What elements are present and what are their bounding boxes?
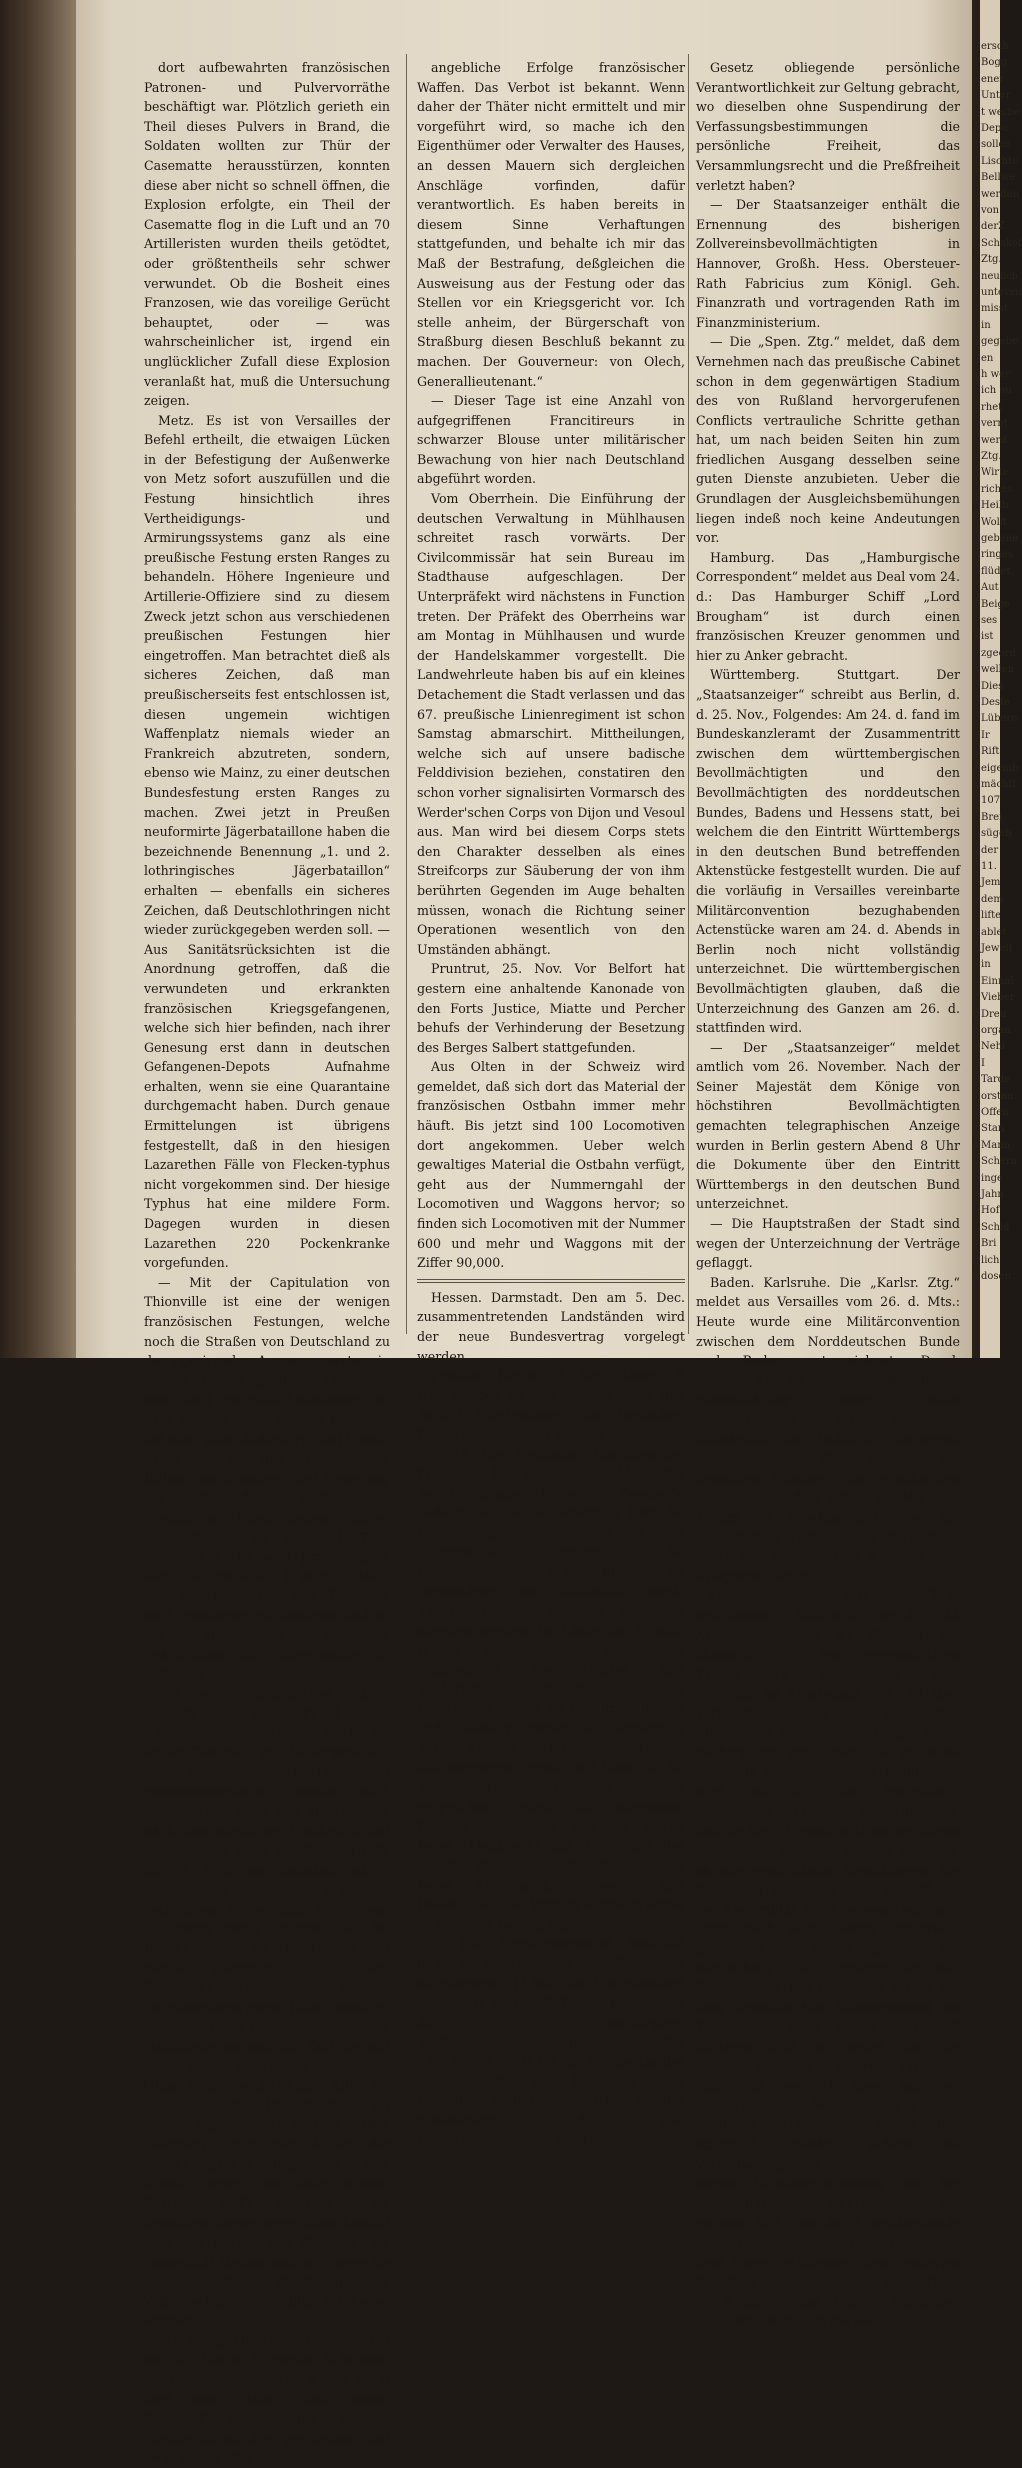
margin-fragment: 11. (981, 861, 997, 872)
margin-fragment: Bri (981, 1238, 997, 1250)
paragraph: Von der luxemburgischen Gränze schreibt man dem „Fr. J.“: Die französischen Deserteure, die in der ersten Zeit nach der Uebergabe von Metz schaarenweise in Luxemburg zusammenströmten, werden noch immerwährend von dort über Belgien nach dem nördlichen Frankreich und insbesondere nach der Festung Lille dirigirt. Dicht am Bahnhofe ist in einer von einem Franzosen betriebenen Restauration ein Bureau in optima forma eröffnet, wo die Durchbrenner mit Geld und mit Pässen ausgerüstet und nach Frankreich zurückgeschickt werden, um neuerdings gegen Deutschland zu kämpfen. Noch fortwährend kommen Nachzügler an und die Zahl der auf diese Weise beförderten Gemeinen, Unteroffiziere und Offiziere aller Art kann man ohne Uebertreibung auf 2000 angeben. Und dies Alles geschieht unter den Augen der luxemburgischen Regierung, man könnte sagen, mit ihrer offenen Zustimmung. Es fragt sich, ob die deutschen Regierungen diese Ansicht über die Rechte und Pflichten der Neutralität theilen und wie lange sie einer solchen Verletzung des Völkerrechts noch müßig zuschauen werden. (144, 1686, 390, 2329)
margin-fragment: 107 (981, 795, 1001, 807)
margin-fragment: Nehi (981, 1041, 1006, 1053)
paragraph: dort aufbewahrten französischen Patronen- und Pulvervorräthe beschäftigt war. Plötzlich gerieth ein Theil dieses Pulvers in Brand, die Soldaten wollten zur Thür der Casematte herausstürzen, konnten diese aber nicht so schnell öffnen, die Explosion erfolgte, ein Theil der Casematte flog in die Luft und an 70 Artilleristen wurden theils getödtet, oder größtentheils sehr schwer verwundet. Ob die Bosheit eines Franzosen, wie das voreilige Gerücht behauptet, oder — was wahrscheinlicher ist, irgend ein unglücklicher Zufall diese Explosion veranlaßt hat, muß die Untersuchung zeigen. (144, 60, 390, 409)
margin-fragment: en (981, 352, 994, 364)
margin-fragment: I (981, 1057, 985, 1069)
paragraph: — Die „Spen. Ztg.“ meldet, daß dem Vernehmen nach das preußische Cabinet schon in dem gegenwärtigen Stadium des von Rußland hervorgerufenen Conflicts vertrauliche Schritte gethan hat, um nach beiden Seiten hin zum friedlichen Ausgang desselben seine guten Dienste anzubieten. Ueber die Grundlagen der Ausgleichsbemühungen liegen indeß noch keine Andeutungen vor. (696, 334, 960, 546)
margin-fragment: Schakof (981, 237, 1022, 249)
margin-fragment: in (981, 959, 991, 971)
paragraph: Preußen. Berlin, 25. Nov., Abends 9 Uhr. Soeben ist der Vertrag über den Beitritt Württembergs zum Deutschen Bunde unterzeichnet worden. (417, 1368, 685, 1442)
margin-fragment: ich au (981, 385, 1012, 397)
margin-fragment: Lischte (981, 155, 1018, 167)
margin-fragment: h wer (981, 369, 1010, 380)
margin-fragment: organ (981, 1025, 1011, 1036)
margin-fragment: Aut (981, 582, 999, 594)
margin-fragment: Tarde (981, 1074, 1010, 1086)
margin-fragment: lich (981, 1254, 1000, 1266)
section-divider (417, 1279, 685, 1283)
margin-fragment: ist (981, 631, 994, 643)
column-left (144, 58, 390, 2466)
margin-fragment: ses (981, 615, 998, 626)
margin-fragment: sügeb (981, 828, 1012, 840)
paragraph: Gesetz obliegende persönliche Verantwortlichkeit zur Geltung gebracht, wo dieselben ohne Suspendirung der Verfassungsbestimmungen die persönliche Freiheit, das Versammlungsrecht und die Preßfreiheit verletzt haben? (696, 60, 960, 193)
margin-fragment: Wollt (981, 516, 1008, 528)
margin-fragment: von (981, 205, 1000, 216)
margin-fragment: ersch (981, 41, 1009, 52)
paragraph: — Der „Staatsanzeiger“ meldet amtlich vom 26. November. Nach der Seiner Majestät dem Könige von höchstihren Bevollmächtigten gemachten telegraphischen Anzeige wurden in Berlin gestern Abend 8 Uhr die Dokumente über den Eintritt Württembergs in den deutschen Bund unterzeichnet. (696, 1039, 960, 1212)
margin-fragment: dem (981, 893, 1003, 905)
next-page-edge (980, 0, 1022, 1358)
paragraph: — Die Fortschrittspartei beschloß folgende Interpellation im Reichstage einzubringen: 1) War der Kriegszustand proclamirt und wo? Waren gleichzeitig die einschlägigen Verfassungsbestimmungen suspendirt oder nicht? — 2) Ist der Bundeskanzler bereit, darüber dem Reichstag sofort Bericht zu erstatten? — 3) Wie hat der Bundeskanzler die den Militärbefehlshabern nach dem (417, 1936, 685, 2148)
margin-fragment: Schern (981, 1156, 1018, 1168)
paragraph: Pruntrut, 25. Nov. Vor Belfort hat gestern eine anhaltende Kanonade von den Forts Justice, Miatte und Percher behufs der Verhinderung der Besetzung des Berges Salbert stattgefunden. (417, 961, 685, 1055)
paragraph: Württemberg. Stuttgart. Der „Staatsanzeiger“ schreibt aus Berlin, d. d. 25. Nov., Folgendes: Am 24. d. fand im Bundeskanzleramt der Zusammentritt zwischen dem württembergischen Bevollmächtigten und den Bevollmächtigten des norddeutschen Bundes, Badens und Hessens statt, bei welchem die den Eintritt Württembergs in den deutschen Bund betreffenden Aktenstücke festgestellt wurden. Die auf die vorläufig in Versailles vereinbarte Militärconvention bezughabenden Actenstücke waren am 24. d. Abends in Berlin noch nicht vollständig unterzeichnet. Die württembergischen Bevollmächtigten glauben, daß die Unterzeichnung des Ganzen am 26. d. stattfinden wird. (696, 667, 960, 1036)
paragraph: — Mit der Capitulation von Thionville ist eine der wenigen französischen Festungen, welche noch die Straßen von Deutschland zu den operirenden Armeen sperrten, in unsere Hände gefallen. Thionville, eine Stadt von 9000 Einwohnern, ist nach Vauban'schem System befestigt, hat aber keine Außenforts und konnte daher den von den naheliegenden Höhen von Griesberg und Bewerang aus feuernden weittragenden preußischen Belagerungsgeschützen nicht länger als kaum 4 Tage widerstehen. Es wird jetzt möglich sein, die Straße von Trier nach Metz und die Eisenbahn von Thionville nach Puttlingen zu benützen und so die überbürdete Eisenbahn Saarbrücken-Metz einigermaßen zu entlasten. (144, 1274, 390, 1682)
margin-fragment: Deste (981, 697, 1011, 708)
margin-fragment: Lübern (981, 713, 1018, 725)
margin-fragment: Rift (981, 746, 1000, 758)
margin-fragment: Jem (981, 877, 1001, 889)
paragraph: Vom Oberrhein. Die Einführung der deutschen Verwaltung in Mühlhausen schreitet rasch vorwärts. Der Civilcommissär hat sein Bureau im Stadthause aufgeschlagen. Der Unterpräfekt wird nächstens in Function treten. Der Präfekt des Oberrheins war am Montag in Mühlhausen und wurde der Handelskammer vorgestellt. Die Landwehrleute haben bis auf ein kleines Detachement die Stadt verlassen und das 67. preußische Linienregiment ist schon Samstag abmarschirt. Mittheilungen, welche sich auf unsere badische Felddivision beziehen, constatiren den schon vorher signalisirten Vormarsch des Werder'schen Corps von Dijon und Vesoul aus. Man wird bei diesem Corps stets den Charakter desselben als eines Streifcorps zur Säuberung der von ihm berührten Gegenden im Auge behalten müssen, wonach die Richtung seiner Operationen wesentlich von den Umständen abhängt. (417, 491, 685, 957)
margin-fragment: der (981, 844, 999, 856)
margin-fragment: Wirte (981, 467, 1010, 479)
margin-fragment: Offen (981, 1107, 1009, 1118)
margin-fragment: sollen (981, 139, 1011, 151)
margin-fragment: Dies (981, 680, 1004, 692)
paragraph: Metz. Es ist von Versailles der Befehl ertheilt, die etwaigen Lücken in der Befestigung der Außenwerke von Metz sofort auszufüllen und die Festung hinsichtlich ihres Vertheidigungs- und Armirungssystems ganz als eine preußische Festung ersten Ranges zu behandeln. Höhere Ingenieure und Artillerie-Offiziere sind zu diesem Zweck jetzt schon aus verschiedenen preußischen Festungen hier eingetroffen. Man betrachtet dieß als sicheres Zeichen, daß man preußischerseits fest entschlossen ist, diesen ungemein wichtigen Waffenplatz niemals wieder an Frankreich abzutreten, sondern, ebenso wie Mainz, zu einer deutschen Bundesfestung ersten Ranges zu machen. Zwei jetzt in Preußen neuformirte Jägerbataillone haben die bezeichnende Benennung „1. und 2. lothringisches Jägerbataillon“ erhalten — ebenfalls ein sicheres Zeichen, daß Deutschlothringen nicht wieder zurückgegeben werden soll. — Aus Sanitätsrücksichten ist die Anordnung getroffen, daß die verwundeten und erkrankten französischen Kriegsgefangenen, welche sich hier befinden, nach ihrer Genesung erst dann in deutschen Gefangenen-Depots Aufnahme erhalten, wenn sie eine Quarantaine durchgemacht haben. Durch genaue Ermittelungen ist übrigens festgestellt, daß in den hiesigen Lazarethen Fälle von Flecken-typhus nicht vorgekommen sind. Der hiesige Typhus hat eine mildere Form. Dagegen wurden in diesen Lazarethen 220 Pockenkranke vorgefunden. (144, 412, 390, 1271)
margin-fragment: gegebe (981, 336, 1018, 348)
paragraph: Hessen. Darmstadt. Den am 5. Dec. zusammentretenden Landständen wird der neue Bundesvertrag vorgelegt werden. (417, 1289, 685, 1364)
margin-fragment: inge (981, 1172, 1003, 1184)
margin-fragment: ringes (981, 549, 1013, 561)
paragraph: — Der Staatsanzeiger enthält die Ernennung des bisherigen Zollvereinsbevollmächtigten in Hannover, Großh. Hess. Obersteuer-Rath Fabricius zum Königl. Geh. Finanzrath und vortragenden Rath im Finanzministerium. (696, 197, 960, 330)
margin-fragment: Hof (981, 1205, 1000, 1217)
margin-fragment: Mann (981, 1139, 1011, 1151)
margin-fragment: Jahn (981, 1189, 1004, 1200)
margin-fragment: lifte (981, 910, 1002, 922)
paragraph: — 26. Nov. Reichstag. Nachdem der Präsident der verstorbenen Mitglieder des Reichstages, besonders Twesten's, gedacht, wurde die Berathung über die Creditvorlage aufgenommen. Minister Camphausen erklärte, die Rechenschaftsablegung über die Verwendung der Geldmittel werde umfassend dem nächsten Reichstag abgelegt werden. Im Laufe der Debatte sprach Bebel unter energischem Widerspruch des Hauses und wiederholtem Einschreiten des Präsidenten gegen die Creditbewilligung und überhaupt gegen die Fortsetzung des Krieges. Nachdem Lasker, Reichensperger, Braun und Löwe für die Anleihe, Liebknecht gegen dieselbe gesprochen, wurde die allgemeine Debatte geschlossen und der Antrag Bebel, Liebknecht auf Ablehnung der Anleihe abgelehnt; dafür stimmten nur Bebel, Liebknecht, Schweizer und Hasenclever. Die Vorlage wurde in erster und zweiter Lesung angenommen. (417, 1446, 685, 1932)
margin-fragment: misst (981, 303, 1008, 315)
margin-fragment: in (981, 319, 991, 331)
book-binding (0, 0, 76, 1358)
margin-fragment: wellen (981, 664, 1015, 676)
paragraph: — Die Hauptstraßen der Stadt sind wegen der Unterzeichnung der Verträge geflaggt. (696, 1216, 960, 1271)
paragraph: — Dieser Tage ist eine Anzahl von aufgegriffenen Francitireurs in schwarzer Blouse unter militärischer Bewachung von hier nach Deutschland abgeführt worden. (417, 393, 685, 487)
margin-fragment: Brei (981, 811, 1003, 823)
margin-fragment: werden (981, 188, 1020, 200)
margin-fragment: eigemb (981, 762, 1019, 774)
column-right (696, 58, 960, 2329)
margin-fragment: Heilb (981, 500, 1009, 512)
margin-fragment: Schid (981, 1221, 1010, 1233)
column-rule (406, 54, 407, 1334)
margin-fragment: werd (981, 434, 1007, 446)
margin-fragment: riches (981, 483, 1013, 495)
column-rule (688, 54, 689, 1334)
margin-fragment: Ir (981, 729, 990, 741)
paragraph: Baden. Karlsruhe. Die „Karlsr. Ztg.“ meldet aus Versailles vom 26. d. Mts.: Heute wurde eine Militärconvention zwischen dem Norddeutschen Bunde und Baden unterzeichnet. Durch dieselbe wird im Sinne der allmählichen Herbeiführung einer vollen Gemeinsamkeit der nationalen Wehrkräfte das badische Contingent unmittelbarer Bestandtheil der deutschen Bundes-, bzw. preußischen Armee, unter dem Befehl Sr. Maj. des Königs von Preußen und unter der einheitlichen Leitung und Verwaltung durch das Bundes-, bzw. k. preußische Kriegsministerium. (696, 1274, 960, 1584)
column-middle (417, 58, 685, 2148)
margin-fragment: Jeweil (981, 943, 1012, 954)
page-gutter (972, 0, 980, 1358)
margin-fragment: neulich (981, 270, 1019, 282)
margin-fragment: Beige (981, 598, 1010, 610)
margin-fragment: Vieber (981, 992, 1015, 1004)
margin-fragment: t werbe (981, 106, 1020, 118)
margin-fragment: derZ (981, 221, 1006, 233)
margin-fragment: orstan (981, 1090, 1014, 1102)
margin-fragment: flüdet (981, 565, 1011, 577)
margin-fragment: Bellwe (981, 172, 1016, 184)
margin-fragment: Dreu (981, 1008, 1007, 1020)
paragraph: Straßburg. Die Commandantur hat an die Mairie folgendes Schreiben erlassen: „Herr Maire! In der Stadt darf kein Placat ohne meine Erlaubniß angeschlagen werden. Gleichwohl ist dies geschehen, und zwar Lügen über (144, 2332, 390, 2466)
margin-fragment: gebene (981, 533, 1018, 544)
margin-fragment: vernt (981, 418, 1008, 430)
margin-fragment: Ztg. (981, 451, 1002, 462)
margin-fragment: Einnal (981, 975, 1014, 987)
margin-fragment: unteven (981, 287, 1022, 298)
margin-fragment: dosen (981, 1271, 1011, 1282)
margin-fragment: ener (981, 73, 1005, 85)
margin-fragment: Bogg (981, 57, 1008, 69)
margin-fragment: mächtl (981, 779, 1016, 790)
margin-fragment: Stan (981, 1123, 1005, 1135)
margin-fragment: zgeord (981, 647, 1016, 659)
paragraph: Aus Olten in der Schweiz wird gemeldet, daß sich dort das Material der französischen Ostbahn immer mehr häuft. Bis jetzt sind 100 Locomotiven dort angekommen. Ueber welch gewaltiges Material die Ostbahn verfügt, geht aus der Nummerngahl der Locomotiven und Waggons hervor; so finden sich Locomotiven mit der Nummer 600 und mehr und Waggons mit der Ziffer 90,000. (417, 1059, 685, 1271)
margin-fragment: ablet (981, 926, 1007, 938)
margin-fragment: Unter (981, 90, 1011, 102)
margin-fragment: Depu (981, 123, 1008, 134)
margin-fragment: rhet (981, 401, 1003, 413)
margin-fragment: Ztg. (981, 254, 1002, 266)
paragraph: Oesterreich. Wien. Das dieser Tage erschienene Rothbuch enthält 44 Aktenstücke über die Stellung der Monarchie zu dem gegenwärtigen Kriege, 76 Aktenstücke über orientalische Angelegenheiten, 36 über Verhandlungen mit dem päpstlichen Stuhle und die römische Frage, sowie nachträglich drei über die russische Frage. In dem Resumé des Rothbuches wird bezüglich des französisch-preußischen Krieges hervorgehoben, daß die tiefer liegenden Ursachen dieses Conflikts sich diesmal stärker erwiesen, als alle vermittelnden Bemühungen. Die Regierung konnte in dem Entschlusse der Neutralität nicht schwanken, nach ihren nach allen Seiten erfolgreich gemachten Bemühungen zur Herstellung der freundschaftlichen Beziehungen. Die Regierung ließ es bei dem französischen Gouvernement an Warnungen nicht fehlen und ließ letzteres nicht in Zweifel über die Neutralität der austro-ungarischen Regierung, wodurch diese mit den eingegangenen Verpflichtungen sich nicht in Widerspruch setzte. Das Rothbuch erwähnt sodann die Vereinbarung der neutralen Mächte wegen Nichtherausstretens aus der Neutralität und Wahrnehmung der rechten Zeit, um durch wohlwollende und rücksichtsvolle Dazwischenkunft dem Sieger Mäßigung, dem Besiegten Ergebung in sein Schicksal anzurathen. — Bezüglich des letzten russischen Circulars fühlte sich die Re- (696, 1588, 960, 2329)
paragraph: angebliche Erfolge französischer Waffen. Das Verbot ist bekannt. Wenn daher der Thäter nicht ermittelt und mir vorgeführt wird, so mache ich den Eigenthümer oder Verwalter des Hauses, an dessen Mauern sich dergleichen Anschläge vorfinden, dafür verantwortlich. Es haben bereits in diesem Sinne Verhaftungen stattgefunden, und behalte ich mir das Maß der Bestrafung, deßgleichen die Ausweisung aus der Festung oder das Stellen vor ein Kriegsgericht vor. Ich stelle anheim, der Bürgerschaft von Straßburg diesen Beschluß bekannt zu machen. Der Gouverneur: von Olech, Generallieutenant.“ (417, 60, 685, 389)
paragraph: Hamburg. Das „Hamburgische Correspondent“ meldet aus Deal vom 24. d.: Das Hamburger Schiff „Lord Brougham“ ist durch einen französischen Kreuzer genommen und hier zu Anker gebracht. (696, 549, 960, 663)
